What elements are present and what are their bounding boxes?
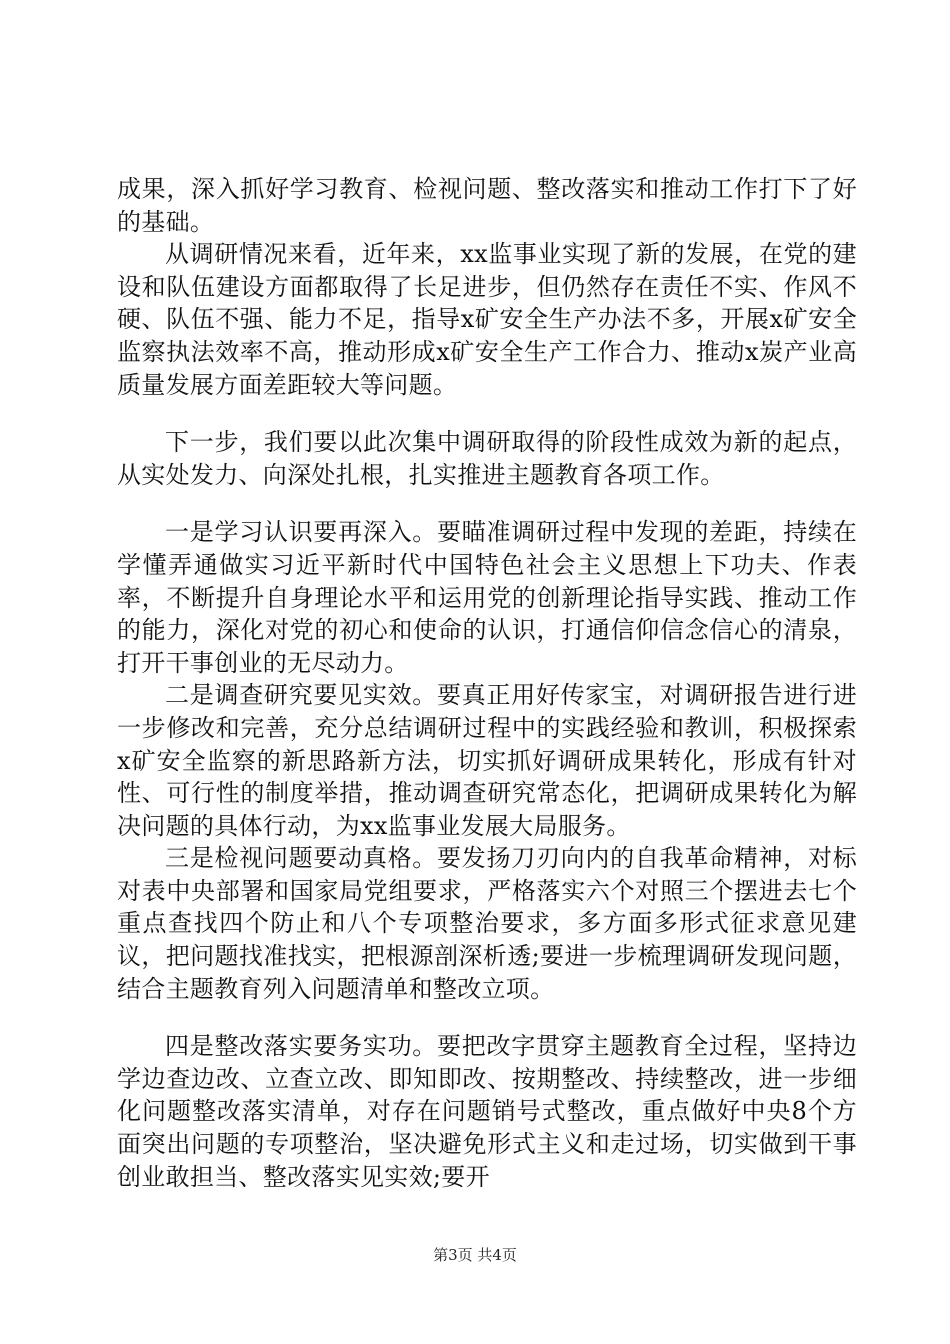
paragraph-6: 三是检视问题要动真格。要发扬刀刃向内的自我革命精神，对标对表中央部署和国家局党组要求，严格落实六个对照三个摆进去七个重点查找四个防止和八个专项整治要求，多方面多形式征求意见建议，把问题找准找实，把根源剖深析透;要进一步梳理调研发现问题，结合主题教育列入问题清单和整改立项。 [117, 844, 857, 1003]
page-footer: 第3页 共4页 [433, 1246, 517, 1264]
paragraph-2: 从调研情况来看，近年来，xx监事业实现了新的发展，在党的建设和队伍建设方面都取得了长足进步，但仍然存在责任不实、作风不硬、队伍不强、能力不足，指导x矿安全生产办法不多，开展x矿安全监察执法效率不高，推动形成x矿安全生产工作合力、推动x炭产业高质量发展方面差距较大等问题。 [117, 240, 857, 399]
paragraph-1: 成果，深入抓好学习教育、检视问题、整改落实和推动工作打下了好的基础。 [117, 175, 857, 236]
paragraph-5: 二是调查研究要见实效。要真正用好传家宝，对调研报告进行进一步修改和完善，充分总结调研过程中的实践经验和教训，积极探索x矿安全监察的新思路新方法，切实抓好调研成果转化，形成有针对性、可行性的制度举措，推动调查研究常态化，把调研成果转化为解决问题的具体行动，为xx监事业发展大局服务。 [117, 681, 857, 840]
paragraph-3: 下一步，我们要以此次集中调研取得的阶段性成效为新的起点，从实处发力、向深处扎根，扎实推进主题教育各项工作。 [117, 428, 857, 489]
document-body [117, 173, 857, 1193]
paragraph-7: 四是整改落实要务实功。要把改字贯穿主题教育全过程，坚持边学边查边改、立查立改、即知即改、按期整改、持续整改，进一步细化问题整改落实清单，对存在问题销号式整改，重点做好中央8个方面突出问题的专项整治，坚决避免形式主义和走过场，切实做到干事创业敢担当、整改落实见实效;要开 [117, 1032, 857, 1191]
paragraph-4: 一是学习认识要再深入。要瞄准调研过程中发现的差距，持续在学懂弄通做实习近平新时代中国特色社会主义思想上下功夫、作表率，不断提升自身理论水平和运用党的创新理论指导实践、推动工作的能力，深化对党的初心和使命的认识，打通信仰信念信心的清泉，打开干事创业的无尽动力。 [117, 518, 857, 677]
